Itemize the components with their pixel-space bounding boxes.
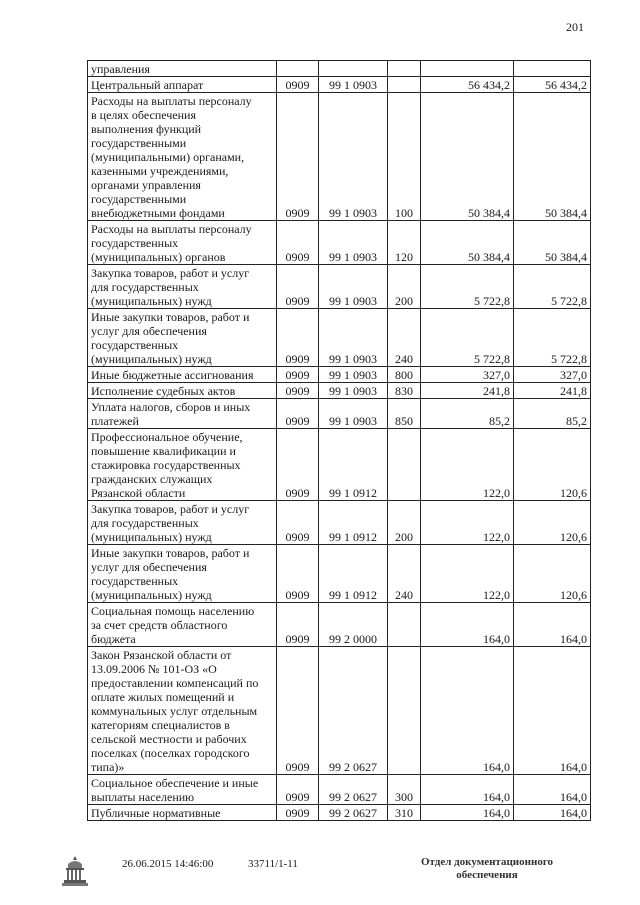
amount-actual-cell: 56 434,2 [514, 77, 591, 93]
amount-actual-cell: 164,0 [514, 603, 591, 647]
section-code-cell: 0909 [277, 221, 319, 265]
amount-plan-cell: 327,0 [421, 367, 514, 383]
table-row [88, 647, 591, 775]
row-name-cell [88, 501, 277, 545]
amount-plan-cell: 122,0 [421, 501, 514, 545]
section-code-cell: 0909 [277, 429, 319, 501]
row-name-cell [88, 775, 277, 805]
expense-type-cell: 240 [388, 545, 421, 603]
expense-type-cell: 200 [388, 501, 421, 545]
table-row [88, 545, 591, 603]
row-name-cell [88, 265, 277, 309]
table-row [88, 77, 591, 93]
amount-actual-cell: 120,6 [514, 501, 591, 545]
amount-plan-cell: 164,0 [421, 775, 514, 805]
section-code-cell: 0909 [277, 77, 319, 93]
row-name-text: Иные бюджетные ассигнования [91, 368, 254, 382]
amount-actual-cell [514, 61, 591, 77]
table-row [88, 399, 591, 429]
target-article-cell [319, 61, 388, 77]
expense-type-cell: 240 [388, 309, 421, 367]
target-article-cell: 99 2 0627 [319, 647, 388, 775]
target-article-cell: 99 1 0903 [319, 399, 388, 429]
row-name-cell [88, 647, 277, 775]
target-article-cell: 99 2 0627 [319, 805, 388, 821]
amount-actual-cell: 5 722,8 [514, 309, 591, 367]
amount-plan-cell: 50 384,4 [421, 221, 514, 265]
expense-type-cell [388, 429, 421, 501]
table-row [88, 93, 591, 221]
amount-plan-cell: 164,0 [421, 647, 514, 775]
row-name-text: управления [91, 62, 150, 76]
target-article-cell: 99 1 0912 [319, 545, 388, 603]
target-article-cell: 99 1 0903 [319, 77, 388, 93]
amount-plan-cell: 122,0 [421, 545, 514, 603]
footer-department [412, 856, 562, 882]
row-name-text: Исполнение судебных актов [91, 384, 236, 398]
section-code-cell: 0909 [277, 805, 319, 821]
expense-type-cell: 300 [388, 775, 421, 805]
table-row [88, 367, 591, 383]
target-article-cell: 99 1 0903 [319, 221, 388, 265]
row-name-text: Закупка товаров, работ и услуг для государственных (муниципальных) нужд [91, 502, 250, 544]
section-code-cell: 0909 [277, 775, 319, 805]
section-code-cell: 0909 [277, 367, 319, 383]
row-name-text: Иные закупки товаров, работ и услуг для обеспечения государственных (муниципальных) нужд [91, 310, 250, 366]
row-name-cell [88, 61, 277, 77]
row-name-cell [88, 603, 277, 647]
target-article-cell: 99 1 0903 [319, 383, 388, 399]
row-name-cell [88, 77, 277, 93]
row-name-text: Профессиональное обучение, повышение квалификации и стажировка государственных гражданских служащих Рязанской области [91, 430, 243, 500]
amount-plan-cell: 85,2 [421, 399, 514, 429]
section-code-cell: 0909 [277, 399, 319, 429]
table-row [88, 265, 591, 309]
section-code-cell: 0909 [277, 603, 319, 647]
expense-type-cell [388, 647, 421, 775]
page-number: 201 [566, 20, 584, 34]
table-row [88, 429, 591, 501]
row-name-cell [88, 367, 277, 383]
section-code-cell: 0909 [277, 545, 319, 603]
row-name-text: Публичные нормативные [91, 806, 221, 820]
row-name-text: Закупка товаров, работ и услуг для государственных (муниципальных) нужд [91, 266, 250, 308]
amount-actual-cell: 164,0 [514, 647, 591, 775]
expense-type-cell: 120 [388, 221, 421, 265]
target-article-cell: 99 1 0903 [319, 93, 388, 221]
amount-actual-cell: 5 722,8 [514, 265, 591, 309]
footer-department-line2: обеспечения [456, 869, 518, 881]
row-name-text: Расходы на выплаты персоналу в целях обеспечения выполнения функций государственными (муниципальными) органами, казенными учреждениями, органами управления государственными внебюджетными фондами [91, 94, 252, 220]
expense-type-cell: 800 [388, 367, 421, 383]
amount-actual-cell: 164,0 [514, 805, 591, 821]
row-name-cell [88, 309, 277, 367]
amount-plan-cell: 164,0 [421, 805, 514, 821]
amount-actual-cell: 241,8 [514, 383, 591, 399]
table-row [88, 501, 591, 545]
row-name-cell [88, 429, 277, 501]
target-article-cell: 99 1 0903 [319, 367, 388, 383]
row-name-cell [88, 221, 277, 265]
footer-timestamp: 26.06.2015 14:46:00 [122, 858, 214, 870]
table-row [88, 309, 591, 367]
row-name-text: Расходы на выплаты персоналу государственных (муниципальных) органов [91, 222, 252, 264]
amount-actual-cell: 120,6 [514, 429, 591, 501]
section-code-cell: 0909 [277, 265, 319, 309]
row-name-cell [88, 399, 277, 429]
amount-plan-cell: 56 434,2 [421, 77, 514, 93]
row-name-text: Иные закупки товаров, работ и услуг для обеспечения государственных (муниципальных) нужд [91, 546, 250, 602]
target-article-cell: 99 1 0903 [319, 309, 388, 367]
amount-plan-cell: 5 722,8 [421, 265, 514, 309]
amount-actual-cell: 164,0 [514, 775, 591, 805]
row-name-text: Социальное обеспечение и иные выплаты населению [91, 776, 259, 804]
amount-actual-cell: 120,6 [514, 545, 591, 603]
duma-emblem-icon [60, 854, 90, 888]
target-article-cell: 99 1 0903 [319, 265, 388, 309]
section-code-cell: 0909 [277, 647, 319, 775]
section-code-cell: 0909 [277, 501, 319, 545]
section-code-cell: 0909 [277, 383, 319, 399]
amount-actual-cell: 85,2 [514, 399, 591, 429]
row-name-cell [88, 93, 277, 221]
footer-document-number: 33711/1-11 [248, 858, 298, 870]
amount-actual-cell: 327,0 [514, 367, 591, 383]
amount-plan-cell: 50 384,4 [421, 93, 514, 221]
budget-table [87, 60, 591, 821]
table-row [88, 805, 591, 821]
target-article-cell: 99 1 0912 [319, 429, 388, 501]
amount-actual-cell: 50 384,4 [514, 93, 591, 221]
expense-type-cell [388, 77, 421, 93]
amount-plan-cell [421, 61, 514, 77]
table-row [88, 603, 591, 647]
target-article-cell: 99 1 0912 [319, 501, 388, 545]
expense-type-cell: 850 [388, 399, 421, 429]
footer-department-line1: Отдел документационного [420, 856, 554, 868]
budget-table-body [88, 61, 591, 821]
expense-type-cell: 200 [388, 265, 421, 309]
table-row [88, 61, 591, 77]
row-name-text: Социальная помощь населению за счет средств областного бюджета [91, 604, 255, 646]
table-row [88, 775, 591, 805]
amount-plan-cell: 241,8 [421, 383, 514, 399]
section-code-cell: 0909 [277, 93, 319, 221]
expense-type-cell: 830 [388, 383, 421, 399]
row-name-cell [88, 805, 277, 821]
row-name-cell [88, 545, 277, 603]
section-code-cell [277, 61, 319, 77]
amount-plan-cell: 122,0 [421, 429, 514, 501]
row-name-text: Закон Рязанской области от 13.09.2006 № 101-ОЗ «О предоставлении компенсаций по оплате жилых помещений и коммунальных услуг отдельным категориям специалистов в сельской местности и рабочих поселках (поселках городского типа)» [91, 648, 259, 774]
amount-actual-cell: 50 384,4 [514, 221, 591, 265]
amount-plan-cell: 164,0 [421, 603, 514, 647]
expense-type-cell [388, 603, 421, 647]
target-article-cell: 99 2 0627 [319, 775, 388, 805]
row-name-cell [88, 383, 277, 399]
expense-type-cell [388, 61, 421, 77]
target-article-cell: 99 2 0000 [319, 603, 388, 647]
expense-type-cell: 100 [388, 93, 421, 221]
row-name-text: Уплата налогов, сборов и иных платежей [91, 400, 251, 428]
section-code-cell: 0909 [277, 309, 319, 367]
table-row [88, 221, 591, 265]
page-footer [0, 848, 640, 905]
row-name-text: Центральный аппарат [91, 78, 204, 92]
table-row [88, 383, 591, 399]
amount-plan-cell: 5 722,8 [421, 309, 514, 367]
expense-type-cell: 310 [388, 805, 421, 821]
